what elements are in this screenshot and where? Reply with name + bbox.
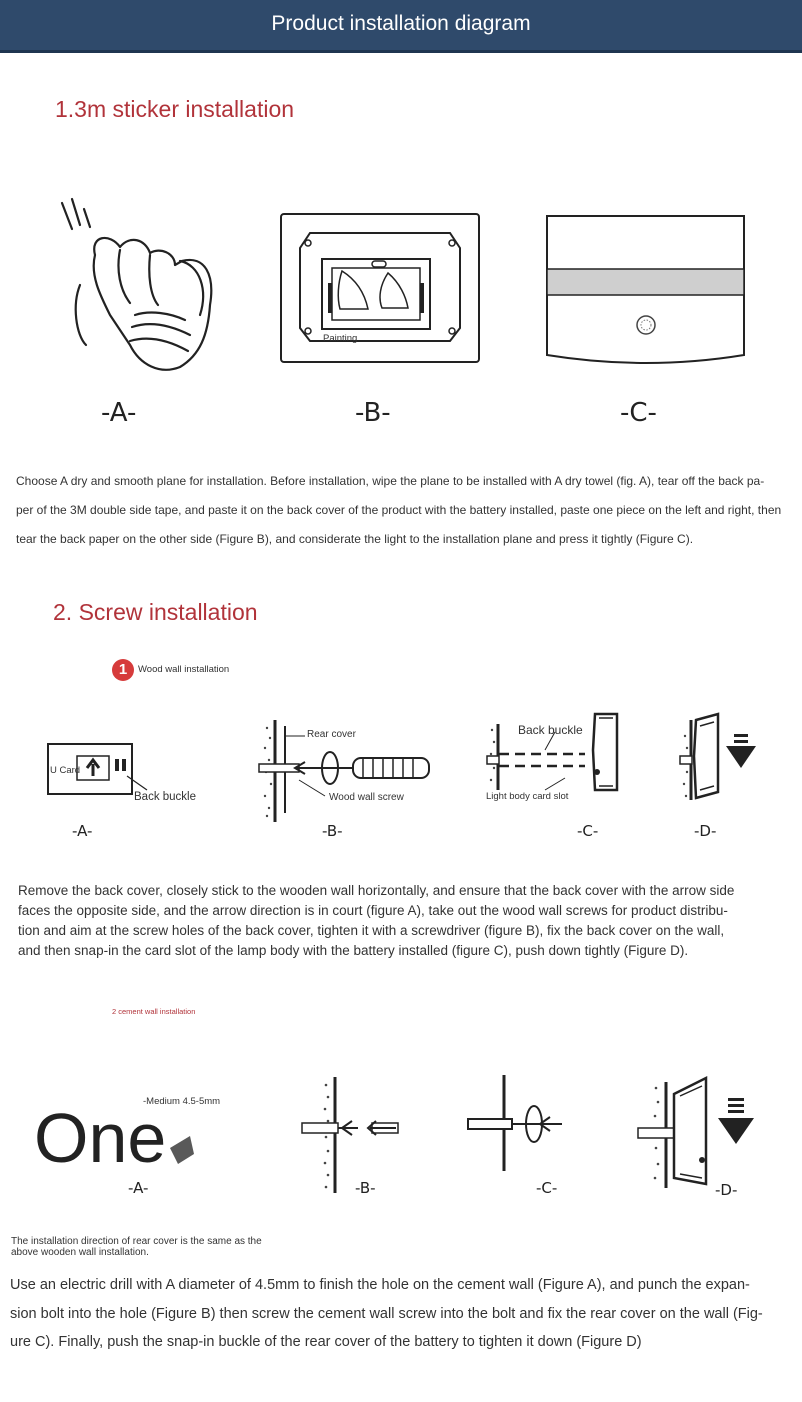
back-buckle-label: Back buckle [134, 791, 197, 803]
wood-wall-heading: Wood wall installation [138, 664, 230, 675]
installation-direction-note: The installation direction of rear cover is the same as the above wooden wall installation. [11, 1236, 262, 1258]
cement-label-b: -B- [355, 1179, 376, 1197]
one-text: One [34, 1099, 167, 1177]
light-body-card-slot-label: Light body card slot [486, 791, 569, 802]
cement-label-d: -D- [715, 1181, 738, 1199]
u-card-label: U Card [50, 765, 81, 776]
section1-paragraph: Choose A dry and smooth plane for installation. Before installation, wipe the plane to be installed with A dry towel (fig. A), tear off the back pa- per of the 3M double side tape, and paste it on the back cover of the product with the battery installed, paste one piece on the left and right, then tear the back paper on the other side (Figure B), and considerate the light to the installation plane and press it tightly (Figure C). [16, 474, 782, 546]
cement-fig-d-illustration [636, 1074, 756, 1194]
cement-fig-b-illustration [300, 1075, 400, 1195]
cement-label-c: -C- [536, 1179, 558, 1197]
section2-title: 2. Screw installation [53, 599, 258, 625]
cement-wall-heading: 2 cement wall installation [112, 1007, 196, 1016]
fig1-label-b: -B- [355, 398, 391, 428]
wood-wall-screw-label: Wood wall screw [329, 792, 404, 803]
wood-label-b: -B- [322, 822, 343, 840]
cement-label-a: -A- [128, 1179, 149, 1197]
cement-fig-c-illustration [466, 1073, 566, 1173]
wood-paragraph: Remove the back cover, closely stick to the wooden wall horizontally, and ensure that the back cover with the arrow side faces the opposite side, and the arrow direction is in court (figure A), take out the wood wall screws for product distribu- tion and aim at the screw holes of the back cover, tighten it with a screwdriver (figure B), fix the back cover on the wall, and then snap-in the card slot of the lamp body with the battery installed (figure C), push down tightly (Figure D). [18, 883, 735, 958]
header-banner [0, 0, 802, 53]
lamp-mounted-illustration [546, 215, 746, 367]
section1-title: 1.3m sticker installation [55, 96, 295, 122]
wood-label-a: -A- [72, 822, 93, 840]
fig1-label-a: -A- [101, 398, 137, 428]
wood-label-d: -D- [694, 822, 717, 840]
step-badge: 1 [112, 659, 134, 681]
cement-paragraph: Use an electric drill with A diameter of 4.5mm to finish the hole on the cement wall (Figure A), and punch the expan- sion bolt into the hole (Figure B) then screw the cement wall screw into the bolt and fix the rear cover on the wall (Fig- ure C). Finally, push the snap-in buckle of the rear cover of the battery to tighten it down (Figure D) [10, 1277, 763, 1350]
page-title: Product installation diagram [271, 12, 531, 35]
medium-label: -Medium 4.5-5mm [143, 1096, 221, 1107]
drill-bit-illustration [168, 1128, 198, 1168]
back-buckle-c-label: Back buckle [518, 723, 583, 737]
back-cover-tape-illustration [280, 213, 480, 363]
rear-cover-label: Rear cover [307, 729, 356, 740]
wood-fig-d-illustration [678, 712, 758, 802]
hand-wiping-illustration [50, 195, 220, 385]
painting-label: Painting [323, 333, 358, 344]
wood-label-c: -C- [577, 822, 599, 840]
fig1-label-c: -C- [620, 398, 657, 428]
